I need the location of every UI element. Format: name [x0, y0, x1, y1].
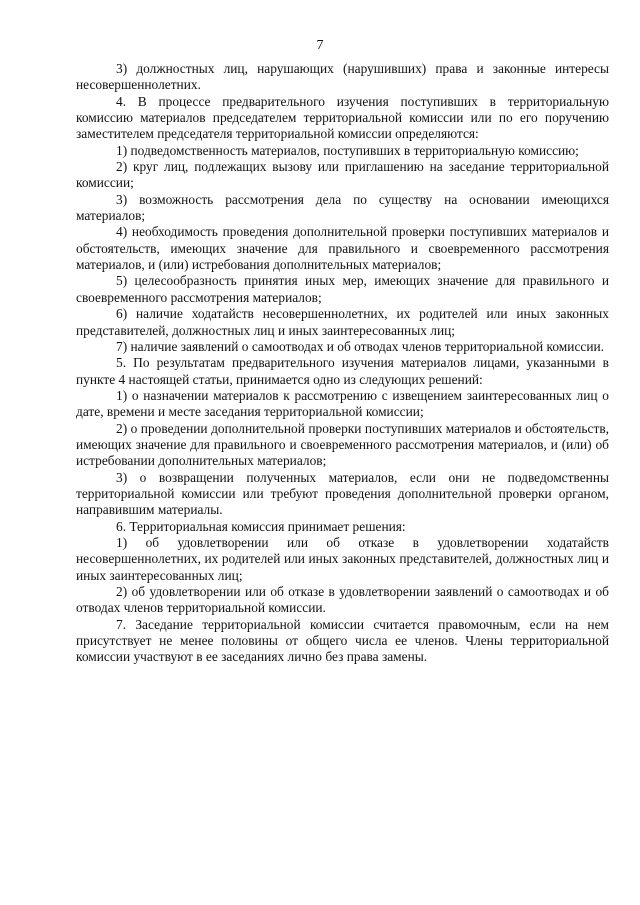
page-number: 7	[316, 38, 324, 53]
paragraph-5-results: 5. По результатам предварительного изучения материалов лицами, указанными в пункте 4 настоящей статьи, принимается одно из следующих решений:	[76, 355, 609, 387]
paragraph-6-item-1: 1) об удовлетворении или об отказе в удовлетворении ходатайств несовершеннолетних, их родителей или иных законных представителей, должностных лиц и иных заинтересованных лиц;	[76, 534, 609, 583]
paragraph-7-quorum: 7. Заседание территориальной комиссии считается правомочным, если на нем присутствует не менее половины от общего числа ее членов. Члены территориальной комиссии участвуют в ее заседаниях лично без права замены.	[76, 616, 609, 665]
paragraph-6-item-2: 2) об удовлетворении или об отказе в удовлетворении заявлений о самоотводах и об отводах членов территориальной комиссии.	[76, 584, 609, 616]
document-body	[76, 61, 609, 666]
paragraph-4-item-1: 1) подведомственность материалов, поступивших в территориальную комиссию;	[116, 142, 579, 158]
paragraph-4-preliminary-study: 4. В процессе предварительного изучения поступивших в территориальную комиссию материалов председателем территориальной комиссии или по его поручению заместителем председателя территориальной комиссии определяются:	[76, 93, 609, 142]
paragraph-4-item-3: 3) возможность рассмотрения дела по существу на основании имеющихся материалов;	[76, 191, 609, 224]
paragraph-5-item-1: 1) о назначении материалов к рассмотрению с извещением заинтересованных лиц о дате, времени и месте заседания территориальной комиссии;	[76, 387, 609, 420]
paragraph-4-item-2: 2) круг лиц, подлежащих вызову или приглашению на заседание территориальной комиссии;	[76, 159, 609, 191]
paragraph-5-item-3: 3) о возвращении полученных материалов, если они не подведомственны территориальной комиссии или требуют проведения дополнительной проверки органом, направившим материалы.	[76, 469, 609, 518]
paragraph-6-decisions: 6. Территориальная комиссия принимает решения:	[116, 518, 406, 534]
paragraph-5-item-2: 2) о проведении дополнительной проверки поступивших материалов и обстоятельств, имеющих значение для правильного и своевременного рассмотрения материалов, и (или) об истребовании дополнительных материалов;	[76, 420, 609, 469]
paragraph-4-item-7: 7) наличие заявлений о самоотводах и об отводах членов территориальной комиссии.	[116, 338, 605, 354]
paragraph-4-item-6: 6) наличие ходатайств несовершеннолетних, их родителей или иных законных представителей, должностных лиц и иных заинтересованных лиц;	[76, 306, 609, 338]
paragraph-4-item-5: 5) целесообразность принятия иных мер, имеющих значение для правильного и своевременного рассмотрения материалов;	[76, 273, 609, 305]
paragraph-1-3-officials: 3) должностных лиц, нарушающих (нарушивших) права и законные интересы несовершеннолетних.	[76, 61, 609, 93]
paragraph-4-item-4: 4) необходимость проведения дополнительной проверки поступивших материалов и обстоятельств, имеющих значение для правильного и своевременного рассмотрения материалов, и (или) истребования дополнительных материалов;	[76, 224, 609, 273]
